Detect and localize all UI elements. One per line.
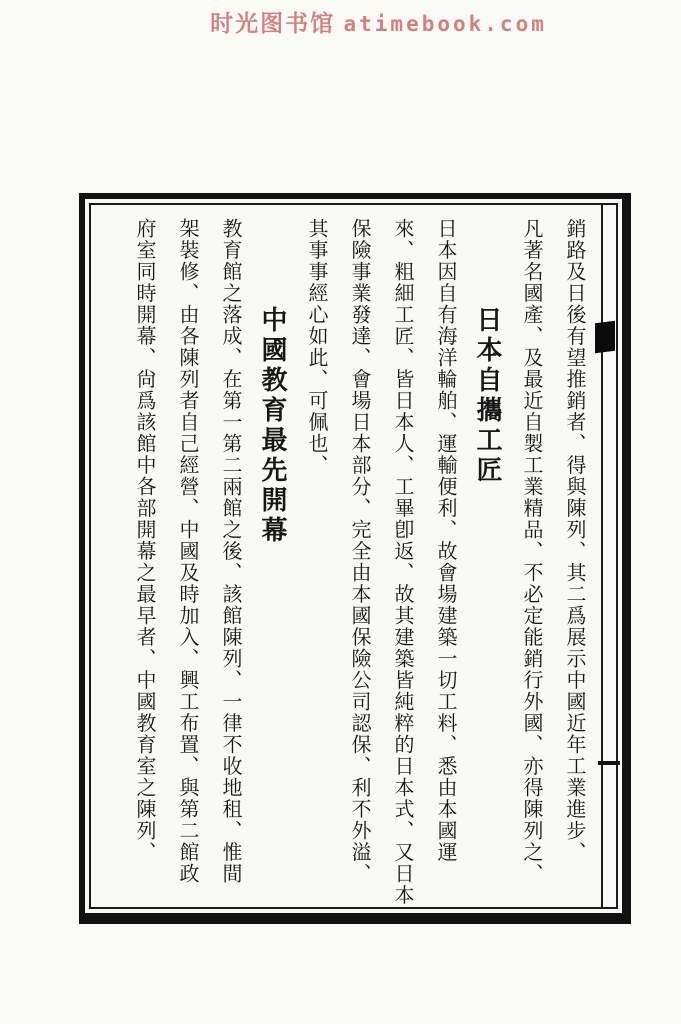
text-column: 來、粗細工匠、皆日本人、工畢卽返、故其建築皆純粹的日本式、又日本 [391, 218, 413, 906]
section-heading: 日本自攜工匠 [473, 306, 502, 486]
text-column: 凡著名國產、及最近自製工業精品、不必定能銷行外國、亦得陳列之、 [520, 218, 542, 885]
section-heading: 中國教育最先開幕 [258, 306, 287, 546]
black-tab-mark [595, 321, 615, 353]
margin-dash-mark [598, 761, 620, 765]
page-frame-outer-border [79, 193, 631, 924]
watermark-site-url: atimebook.com [343, 12, 547, 36]
page-frame-inner-border [89, 203, 618, 909]
folio-margin-strip [601, 205, 616, 907]
text-column: 教育館之落成、在第一第二兩館之後、該館陳列、一律不收地租、惟間 [219, 218, 241, 885]
text-column: 日本因自有海洋輪舶、運輸便利、故會場建築一切工料、悉由本國運 [434, 218, 456, 863]
text-column: 其事事經心如此、可佩也、 [305, 218, 327, 476]
text-column: 府室同時開幕、尙爲該館中各部開幕之最早者、中國教育室之陳列、 [133, 218, 155, 863]
text-column: 銷路及日後有望推銷者、得與陳列、其二爲展示中國近年工業進步、 [563, 218, 585, 863]
watermark [0, 5, 681, 38]
vertical-text-area [91, 205, 601, 907]
text-column: 保險事業發達、會場日本部分、完全由本國保險公司認保、利不外溢、 [348, 218, 370, 885]
watermark-library-name: 时光图书馆 [210, 10, 336, 36]
text-column: 架裝修、由各陳列者自己經營、中國及時加入、興工布置、與第二館政 [176, 218, 198, 885]
